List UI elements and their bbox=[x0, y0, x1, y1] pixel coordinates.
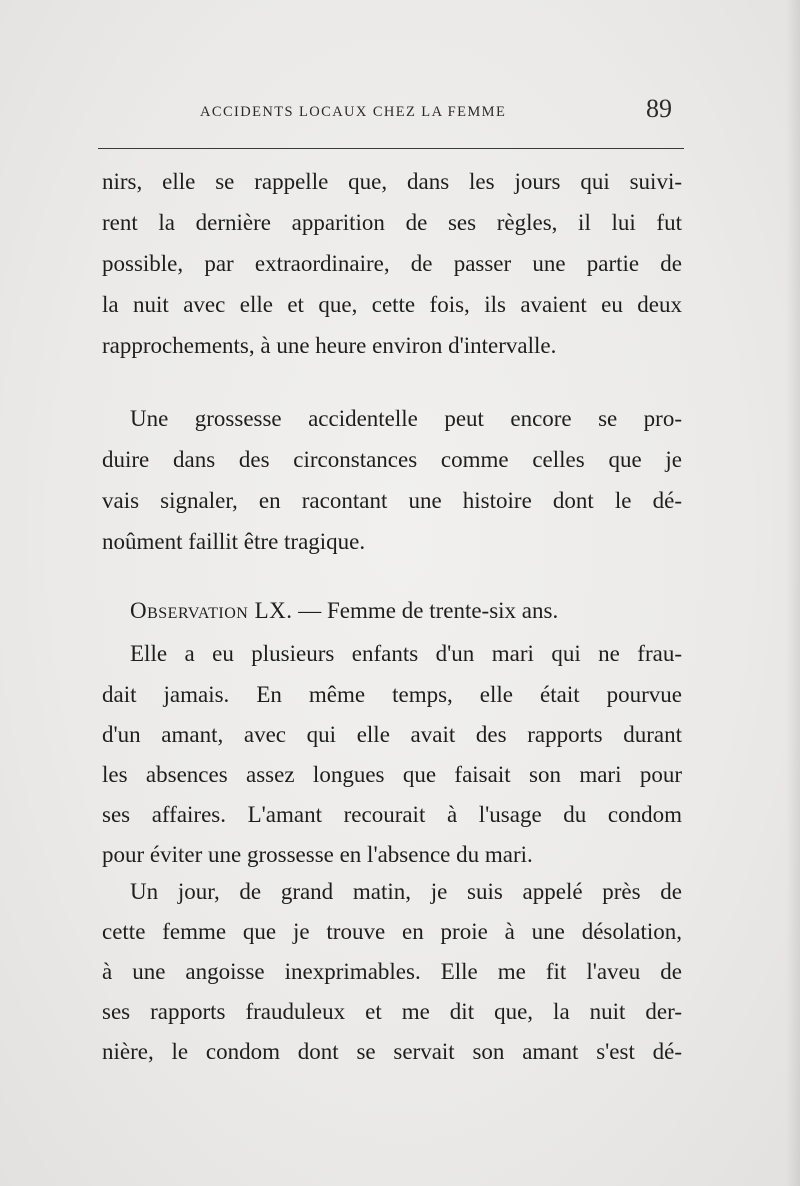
text-line: Elle a eu plusieurs enfants d'un mari qui ne frau- bbox=[130, 641, 682, 666]
text-line: noûment faillit être tragique. bbox=[102, 529, 366, 554]
observation-dash: — bbox=[292, 598, 327, 623]
text-line: possible, par extraordinaire, de passer une partie de bbox=[102, 251, 682, 276]
page-edge-shadow bbox=[786, 0, 800, 1186]
text-line: pour éviter une grossesse en l'absence du mari. bbox=[102, 842, 533, 867]
observation-label: Observation LX. bbox=[130, 598, 293, 623]
text-line: nirs, elle se rappelle que, dans les jours qui suivi- bbox=[102, 169, 682, 194]
text-line: nière, le condom dont se servait son amant s'est dé- bbox=[102, 1039, 682, 1064]
observation-heading bbox=[130, 598, 558, 624]
text-line: la nuit avec elle et que, cette fois, ils avaient eu deux bbox=[102, 292, 682, 317]
text-line: les absences assez longues que faisait son mari pour bbox=[102, 762, 682, 787]
text-line: cette femme que je trouve en proie à une désolation, bbox=[102, 919, 682, 944]
page-number: 89 bbox=[646, 94, 672, 123]
text-line: à une angoisse inexprimables. Elle me fit l'aveu de bbox=[102, 959, 682, 984]
text-line: rent la dernière apparition de ses règles, il lui fut bbox=[102, 210, 682, 235]
text-line: d'un amant, avec qui elle avait des rapports durant bbox=[102, 722, 682, 747]
text-line: dait jamais. En même temps, elle était pourvue bbox=[102, 682, 682, 707]
running-title: ACCIDENTS LOCAUX CHEZ LA FEMME bbox=[200, 104, 507, 120]
text-line: duire dans des circonstances comme celles que je bbox=[102, 447, 682, 472]
text-line: rapprochements, à une heure environ d'intervalle. bbox=[102, 333, 557, 358]
text-line: ses affaires. L'amant recourait à l'usage du condom bbox=[102, 802, 682, 827]
text-line: ses rapports frauduleux et me dit que, la nuit der- bbox=[102, 999, 682, 1024]
header-rule bbox=[98, 148, 684, 149]
text-line: Un jour, de grand matin, je suis appelé près de bbox=[130, 879, 682, 904]
text-line: Une grossesse accidentelle peut encore se pro- bbox=[130, 406, 682, 431]
text-line: vais signaler, en racontant une histoire dont le dé- bbox=[102, 488, 682, 513]
observation-title: Femme de trente-six ans. bbox=[327, 598, 559, 623]
